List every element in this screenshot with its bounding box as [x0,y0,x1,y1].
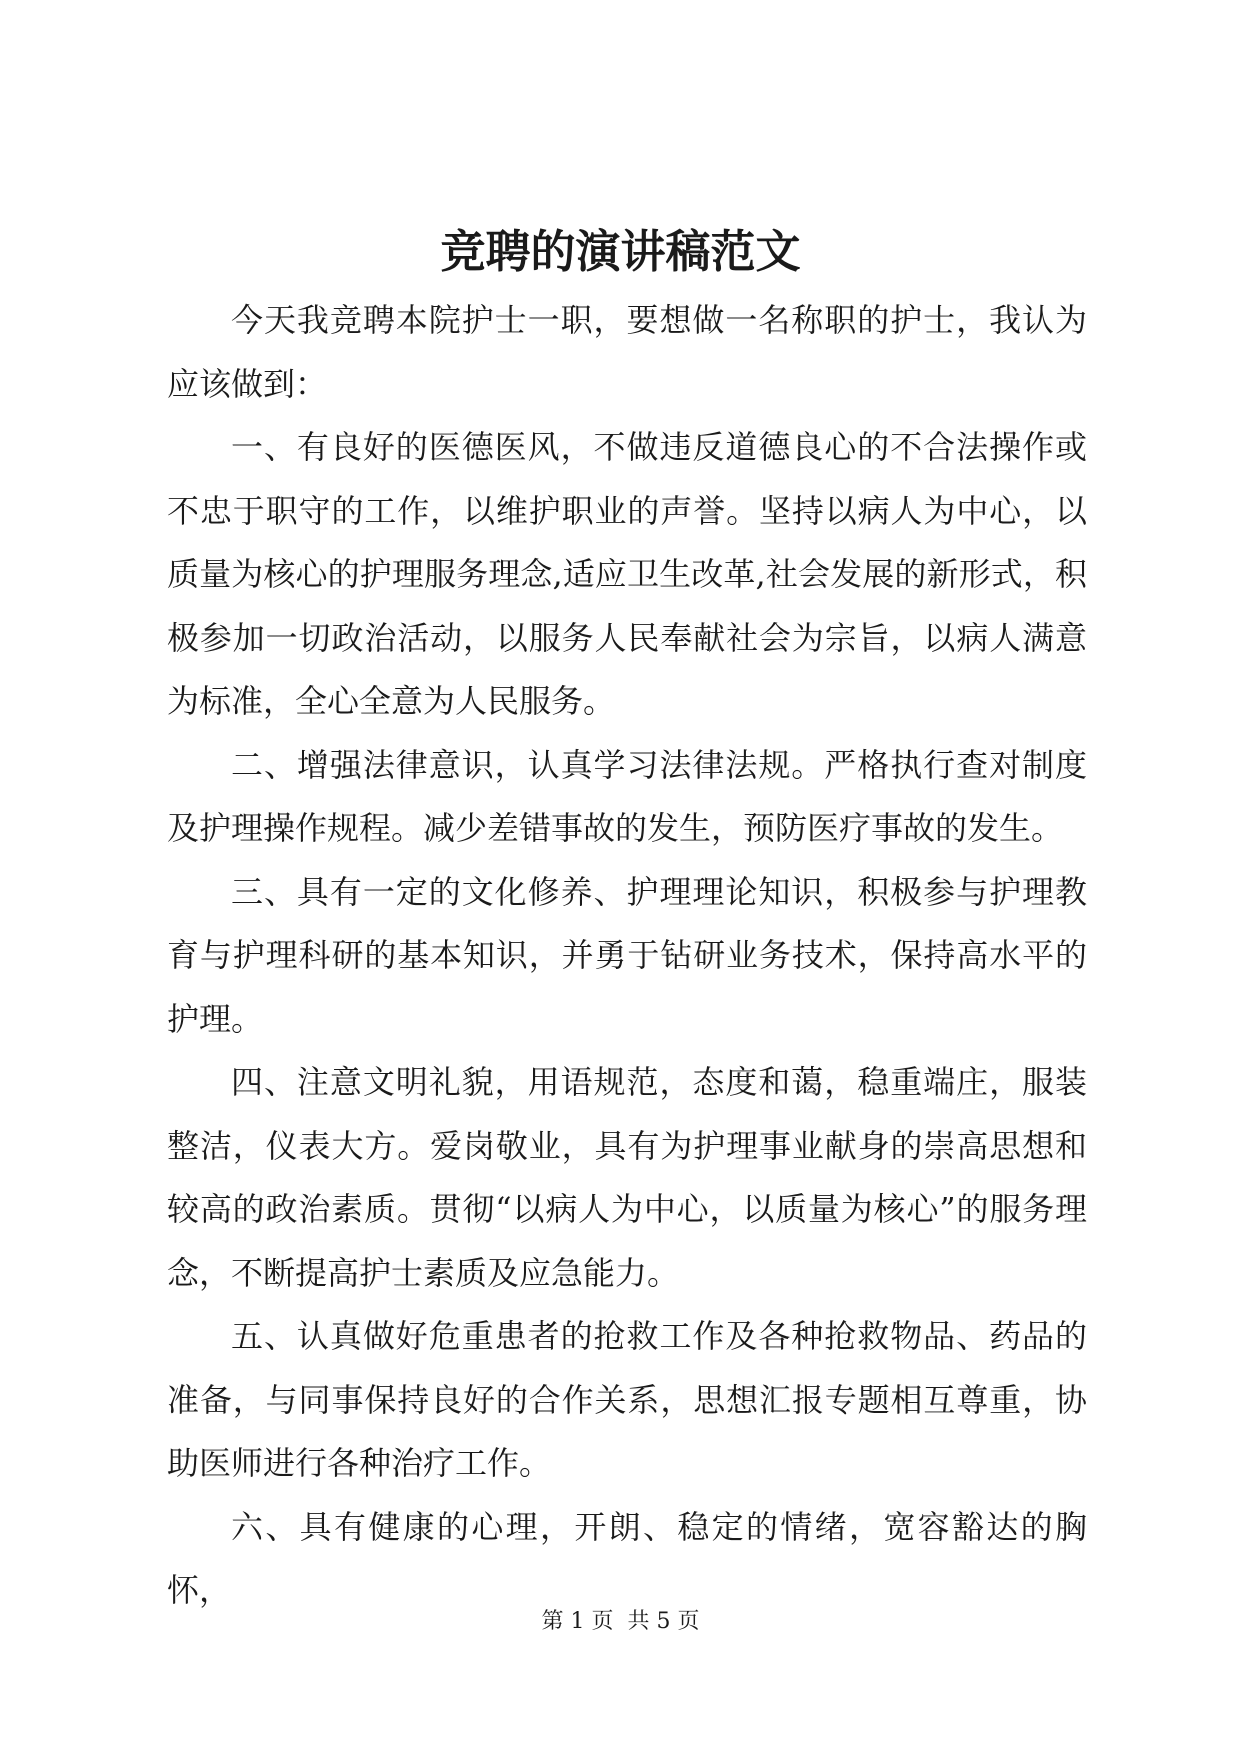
paragraph-point-1: 一、有良好的医德医风，不做违反道德良心的不合法操作或不忠于职守的工作，以维护职业的声誉。坚持以病人为中心，以质量为核心的护理服务理念,适应卫生改革,社会发展的新形式，积极参加一切政治活动，以服务人民奉献社会为宗旨，以病人满意为标准，全心全意为人民服务。 [167,428,1087,720]
page-footer [0,1607,1241,1637]
paragraph-point-5: 五、认真做好危重患者的抢救工作及各种抢救物品、药品的准备，与同事保持良好的合作关系，思想汇报专题相互尊重，协助医师进行各种治疗工作。 [167,1317,1087,1482]
document-body [167,289,1087,1623]
document-title: 竞聘的演讲稿范文 [440,225,801,278]
paragraph-point-6: 六、具有健康的心理，开朗、稳定的情绪，宽容豁达的胸怀， [167,1507,1087,1609]
paragraph-point-4: 四、注意文明礼貌，用语规范，态度和蔼，稳重端庄，服装整洁，仪表大方。爱岗敬业，具有为护理事业献身的崇高思想和较高的政治素质。贯彻“以病人为中心，以质量为核心”的服务理念，不断提高护士素质及应急能力。 [167,1063,1087,1292]
paragraph-point-2: 二、增强法律意识，认真学习法律法规。严格执行查对制度及护理操作规程。减少差错事故的发生，预防医疗事故的发生。 [167,745,1087,847]
paragraph-point-3: 三、具有一定的文化修养、护理理论知识，积极参与护理教育与护理科研的基本知识，并勇于钻研业务技术，保持高水平的护理。 [167,872,1087,1038]
page-number: 第 1 页 [541,1609,614,1634]
page-total: 共 5 页 [627,1609,700,1634]
paragraph-intro: 今天我竞聘本院护士一职，要想做一名称职的护士，我认为应该做到： [167,301,1087,403]
